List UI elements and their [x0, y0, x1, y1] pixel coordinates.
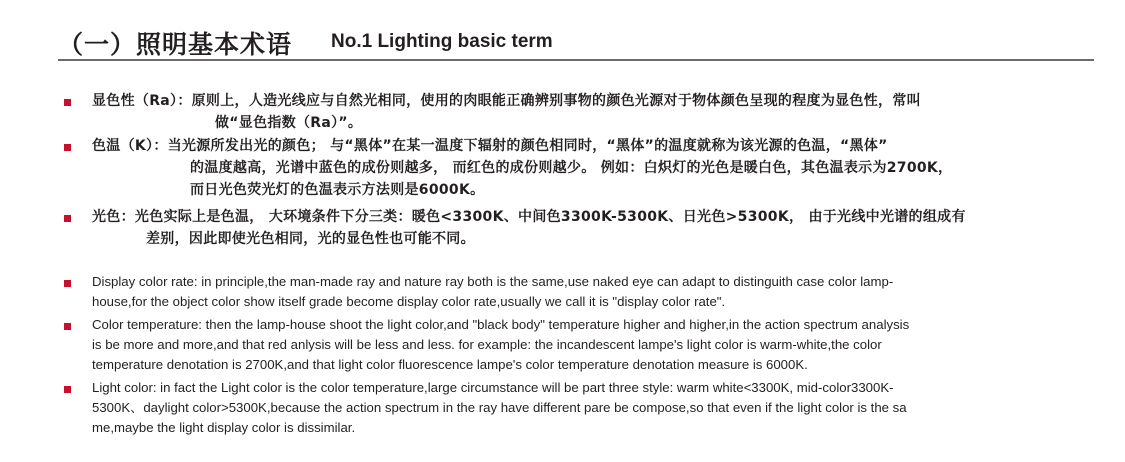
square-bullet-icon: [64, 280, 71, 287]
zh-term-line: 光色：光色实际上是色温， 大环境条件下分三类：暖色<3300K、中间色3300K-5300K、日光色>5300K， 由于光线中光谱的组成有: [92, 209, 966, 225]
square-bullet-icon: [64, 386, 71, 393]
zh-term-line: 的温度越高，光谱中蓝色的成份则越多， 而红色的成份则越少。 例如：白炽灯的光色是暖白色，其色温表示为2700K，: [190, 160, 953, 176]
en-term-line: me,maybe the light display color is dissimilar.: [92, 420, 356, 435]
zh-term-line: 而日光色荧光灯的色温表示方法则是6000K。: [190, 182, 485, 198]
heading-divider: [58, 59, 1094, 61]
en-term-line: Color temperature: then the lamp-house shoot the light color,and "black body" temperature higher and higher,in the action spectrum analysis: [92, 317, 910, 332]
en-term-line: Display color rate: in principle,the man-made ray and nature ray both is the same,use naked eye can adapt to distinguith case color lamp-: [92, 274, 894, 289]
heading-title-en: No.1 Lighting basic term: [331, 31, 553, 52]
en-term-line: is be more and more,and that red anlysis will be less and less. for example: the incandescent lampe's light color is warm-white,the color: [92, 337, 882, 352]
en-term-line: house,for the object color show itself grade become display color rate,usually we call it is "display color rate".: [92, 294, 726, 309]
zh-term-line: 显色性（Ra）：原则上，人造光线应与自然光相同，使用的肉眼能正确辨别事物的颜色光源对于物体颜色呈现的程度为显色性，常叫: [92, 93, 921, 109]
heading-title-zh: （一）照明基本术语: [58, 30, 293, 59]
en-term-line: temperature denotation is 2700K,and that light color fluorescence lampe's color temperature denotation measure is 6000K.: [92, 357, 808, 372]
en-term-line: Light color: in fact the Light color is the color temperature,large circumstance will be part three style: warm white<3300K, mid-color3300K-: [92, 380, 894, 395]
square-bullet-icon: [64, 215, 71, 222]
zh-term-line: 做“显色指数（Ra）”。: [215, 115, 363, 131]
en-term-line: 5300K、daylight color>5300K,because the action spectrum in the ray have different pare be compose,so that even if the light color is the sa: [92, 400, 907, 415]
square-bullet-icon: [64, 144, 71, 151]
square-bullet-icon: [64, 323, 71, 330]
section-heading: [58, 22, 1094, 58]
zh-term-line: 差别，因此即使光色相同，光的显色性也可能不同。: [146, 231, 475, 247]
zh-term-line: 色温（K）：当光源所发出光的颜色； 与“黑体”在某一温度下辐射的颜色相同时，“黑体”的温度就称为该光源的色温，“黑体”: [92, 138, 888, 154]
square-bullet-icon: [64, 99, 71, 106]
